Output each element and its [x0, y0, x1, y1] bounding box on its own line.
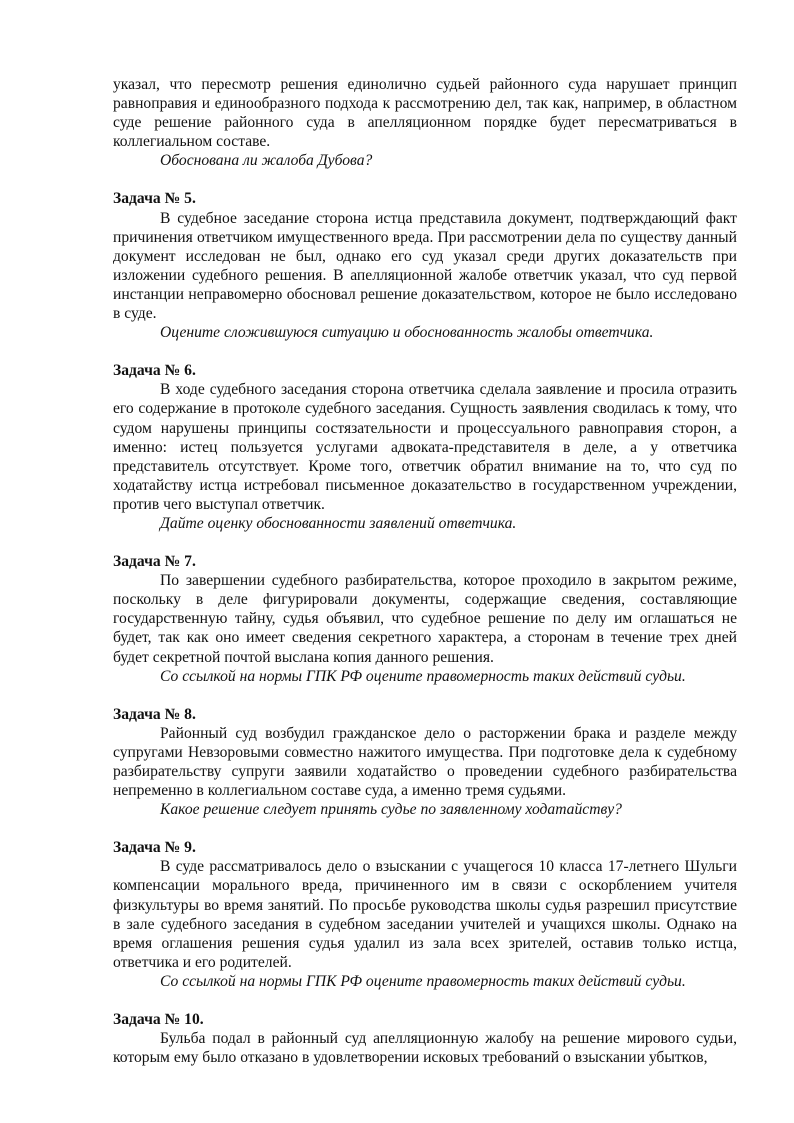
task-title: Задача № 8.: [113, 705, 196, 723]
task-text: В ходе судебного заседания сторона ответчика сделала заявление и просила отразить его содержание в протоколе судебного заседания. Сущность заявления сводилась к тому, что судом нарушены принципы состязательности и процессуального равноправия сторон, а именно: истец пользуется услугами адвоката-представителя в деле, а у ответчика представитель отсутствует. Кроме того, ответчик обратил внимание на то, что суд по ходатайству истца истребовал письменное доказательство в государственном учреждении, против чего выступал ответчик.: [113, 381, 737, 513]
task-title: Задача № 9.: [113, 839, 196, 857]
task-question: Какое решение следует принять судье по заявленному ходатайству?: [160, 801, 622, 819]
task-7: [113, 552, 737, 686]
task-text: В суде рассматривалось дело о взыскании с учащегося 10 класса 17-летнего Шульги компенсации морального вреда, причиненного им в связи с оскорблением учителя физкультуры во время занятий. По просьбе руководства школы судья разрешил присутствие в зале судебного заседания в судебном заседании учителей и учащихся школы. Однако на время оглашения решения судья удалил из зала всех зрителей, оставив только истца, ответчика и его родителей.: [113, 858, 737, 971]
task-text: Бульба подал в районный суд апелляционную жалобу на решение мирового судьи, которым ему было отказано в удовлетворении исковых требований о взыскании убытков,: [113, 1030, 737, 1067]
task-question: Дайте оценку обоснованности заявлений ответчика.: [160, 514, 517, 532]
intro-paragraph: указал, что пересмотр решения единолично судьей районного суда нарушает принцип равноправия и единообразного подхода к рассмотрению дел, так как, например, в областном суде решение районного суда в апелляционном порядке будет пересматриваться в коллегиальном составе.: [113, 76, 737, 151]
intro-question: Обоснована ли жалоба Дубова?: [160, 152, 373, 170]
task-6: [113, 361, 737, 533]
task-text: Районный суд возбудил гражданское дело о расторжении брака и разделе между супругами Невзоровыми совместно нажитого имущества. При подготовке дела к судебному разбирательству супруги заявили ходатайство о проведении судебного разбирательства непременно в коллегиальном составе суда, а именно тремя судьями.: [113, 724, 737, 800]
task-title: Задача № 7.: [113, 553, 196, 571]
task-title: Задача № 5.: [113, 190, 196, 208]
task-question: Со ссылкой на нормы ГПК РФ оцените правомерность таких действий судьи.: [160, 972, 686, 990]
document-page: [113, 75, 737, 1067]
task-question: Оцените сложившуюся ситуацию и обоснованность жалобы ответчика.: [160, 324, 654, 342]
task-text: По завершении судебного разбирательства, которое проходило в закрытом режиме, поскольку в деле фигурировали документы, содержащие сведения, составляющие государственную тайну, судья объявил, что судебное решение по делу им оглашаться не будет, так как оно имеет сведения секретного характера, а сторонам в течение трех дней будет секретной почтой выслана копия данного решения.: [113, 572, 737, 666]
task-8: [113, 705, 737, 820]
task-question: Со ссылкой на нормы ГПК РФ оцените правомерность таких действий судьи.: [160, 667, 686, 685]
task-9: [113, 838, 737, 991]
task-5: [113, 189, 737, 342]
task-title: Задача № 10.: [113, 1011, 204, 1029]
task-10: [113, 1010, 737, 1067]
task-title: Задача № 6.: [113, 362, 196, 380]
task-text: В судебное заседание сторона истца представила документ, подтверждающий факт причинения ответчиком имущественного вреда. При рассмотрении дела по существу данный документ исследован не был, однако его суд указал среди других доказательств при изложении судебного решения. В апелляционной жалобе ответчик указал, что суд первой инстанции неправомерно обосновал решение доказательством, которое не было исследовано в суде.: [113, 209, 737, 323]
